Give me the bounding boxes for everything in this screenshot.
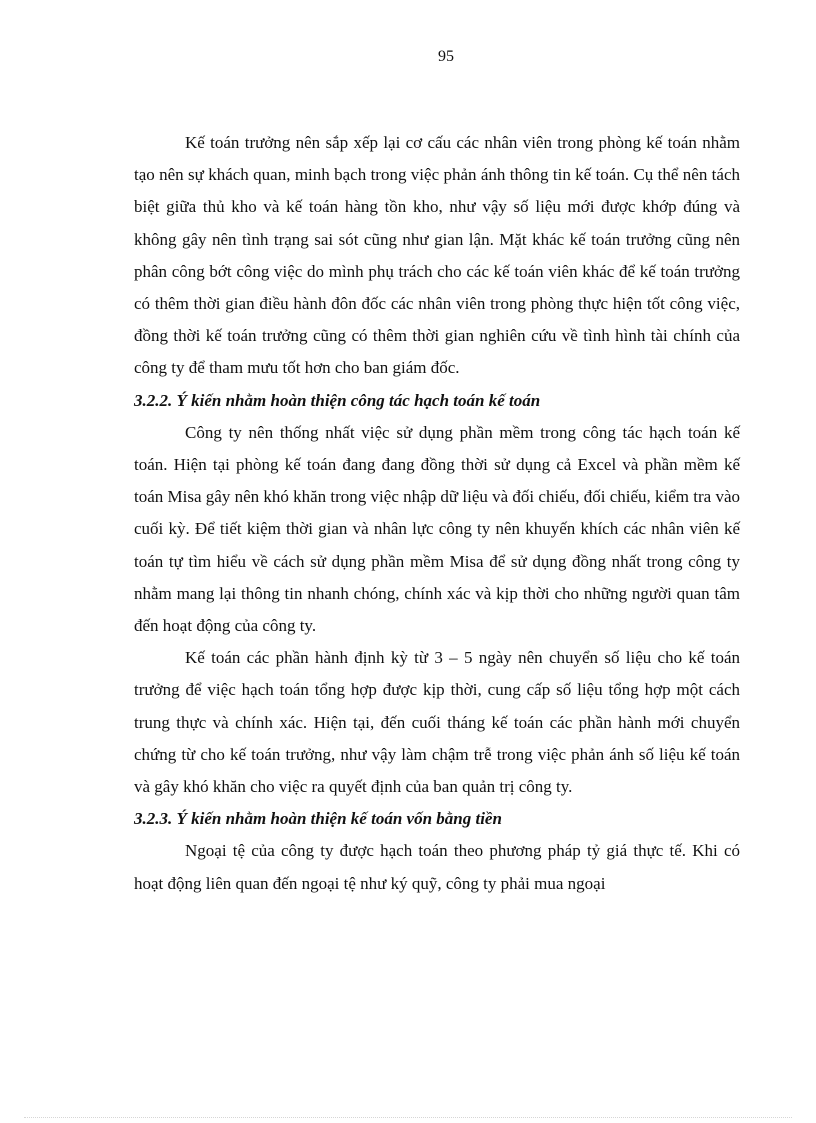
- section-heading-3-2-2: 3.2.2. Ý kiến nhằm hoàn thiện công tác hạch toán kế toán: [134, 390, 541, 410]
- paragraph-software: Công ty nên thống nhất việc sử dụng phần mềm trong công tác hạch toán kế toán. Hiện tại phòng kế toán đang đang đồng thời sử dụng cả Excel và phần mềm kế toán Misa gây nên khó khăn trong việc nhập dữ liệu và đối chiếu, đối chiếu, kiểm tra vào cuối kỳ. Để tiết kiệm thời gian và nhân lực công ty nên khuyến khích các nhân viên kế toán tự tìm hiểu về cách sử dụng phần mềm Misa để sử dụng đồng nhất trong công ty nhằm mang lại thông tin nhanh chóng, chính xác và kịp thời cho những người quan tâm đến hoạt động của công ty.: [134, 422, 740, 636]
- section-heading-3-2-3: 3.2.3. Ý kiến nhằm hoàn thiện kế toán vốn bằng tiền: [134, 809, 502, 829]
- paragraph-foreign-currency: Ngoại tệ của công ty được hạch toán theo phương pháp tỷ giá thực tế. Khi có hoạt động liên quan đến ngoại tệ như ký quỹ, công ty phải mua ngoại: [134, 841, 740, 893]
- page-bottom-divider: [24, 1117, 792, 1118]
- paragraph-staff-structure: Kế toán trưởng nên sắp xếp lại cơ cấu các nhân viên trong phòng kế toán nhằm tạo nên sự khách quan, minh bạch trong việc phản ánh thông tin kế toán. Cụ thể nên tách biệt giữa thủ kho và kế toán hàng tồn kho, như vậy số liệu mới được khớp đúng và không gây nên tình trạng sai sót cũng như gian lận. Mặt khác kế toán trưởng cũng nên phân công bớt công việc do mình phụ trách cho các kế toán viên khác để kế toán trưởng có thêm thời gian điều hành đôn đốc các nhân viên trong phòng thực hiện tốt công việc, đồng thời kế toán trưởng cũng có thêm thời gian nghiên cứu về tình hình tài chính của công ty để tham mưu tốt hơn cho ban giám đốc.: [134, 133, 740, 378]
- paragraph-reporting-period: Kế toán các phần hành định kỳ từ 3 – 5 ngày nên chuyển số liệu cho kế toán trưởng để việc hạch toán tổng hợp được kịp thời, cung cấp số liệu tổng hợp một cách trung thực và chính xác. Hiện tại, đến cuối tháng kế toán các phần hành mới chuyển chứng từ cho kế toán trưởng, như vậy làm chậm trễ trong việc phản ánh số liệu kế toán và gây khó khăn cho việc ra quyết định của ban quản trị công ty.: [134, 648, 740, 797]
- page-number: 95: [438, 48, 454, 65]
- document-body: [134, 127, 740, 900]
